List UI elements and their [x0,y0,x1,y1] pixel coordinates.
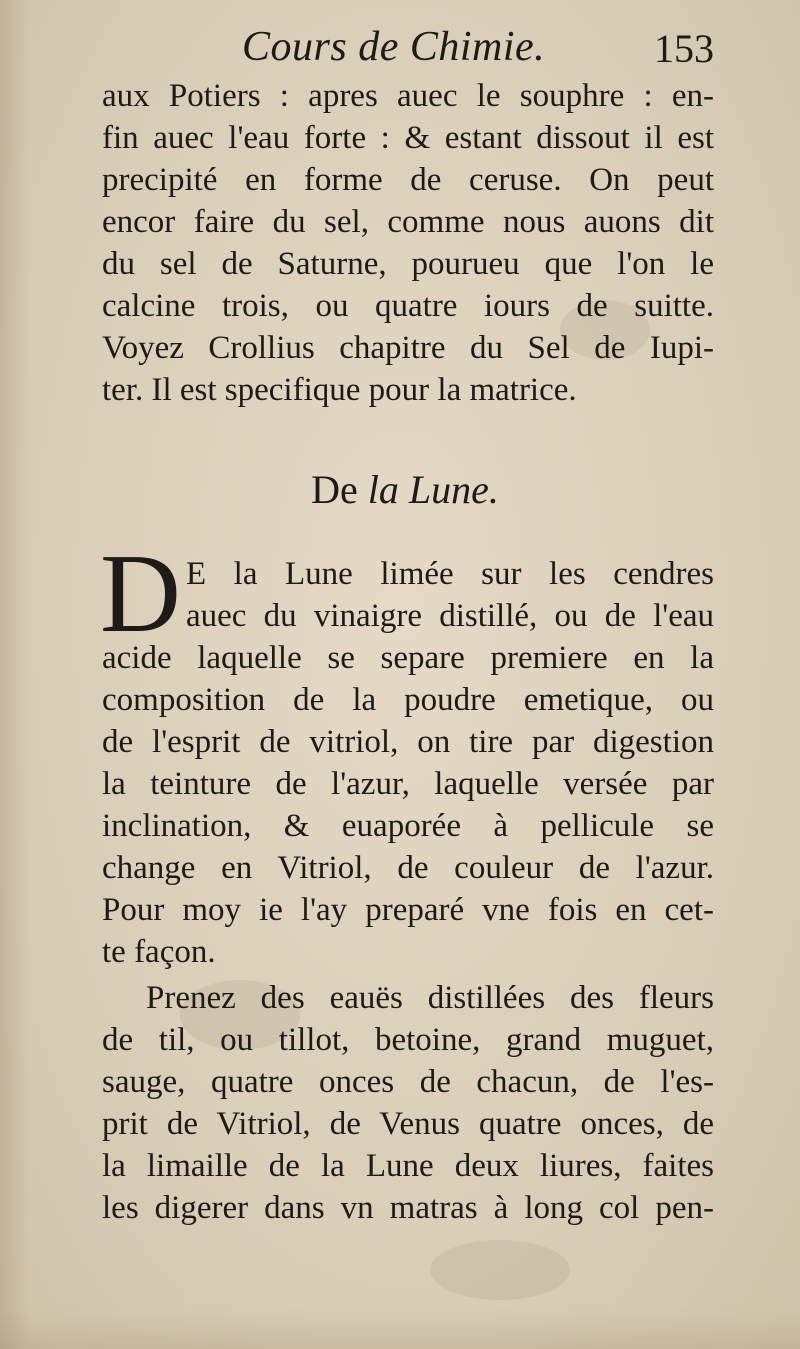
text-line: E la Lune limée sur les cendres [186,556,714,592]
page-number: 153 [654,26,714,71]
text-line: aux Potiers : apres auec le souphre : en- [102,78,714,114]
text-line: la teinture de l'azur, laquelle versée par [102,766,714,802]
section-heading [0,462,800,518]
text-line: de til, ou tillot, betoine, grand muguet, [102,1022,714,1058]
text-line: precipité en forme de ceruse. On peut [102,162,714,198]
text-line: Voyez Crollius chapitre du Sel de Iupi- [102,330,714,366]
text-line: te façon. [102,934,216,970]
page-shadow-left [0,0,30,1349]
page-shadow-bottom [0,1309,800,1349]
text-line: calcine trois, ou quatre iours de suitte. [102,288,714,324]
text-line: inclination, & euaporée à pellicule se [102,808,714,844]
text-line: Pour moy ie l'ay preparé vne fois en cet- [102,892,714,928]
text-line: sauge, quatre onces de chacun, de l'es- [102,1064,714,1100]
text-line: ter. Il est specifique pour la matrice. [102,372,577,408]
text-line: la limaille de la Lune deux liures, faites [102,1148,714,1184]
text-line: Prenez des eauës distillées des fleurs [146,980,714,1016]
text-line: les digerer dans vn matras à long col pen- [102,1190,714,1226]
text-line: auec du vinaigre distillé, ou de l'eau [186,598,714,634]
text-line: prit de Vitriol, de Venus quatre onces, de [102,1106,714,1142]
section-heading-prefix: De [311,467,358,512]
text-line: change en Vitriol, de couleur de l'azur. [102,850,714,886]
text-line: acide laquelle se separe premiere en la [102,640,714,676]
running-title: Cours de Chimie. [242,24,546,70]
drop-cap-initial: D [100,532,181,656]
text-line: fin auec l'eau forte : & estant dissout il est [102,120,714,156]
text-line: de l'esprit de vitriol, on tire par digestion [102,724,714,760]
text-line: composition de la poudre emetique, ou [102,682,714,718]
text-line: du sel de Saturne, pourueu que l'on le [102,246,714,282]
text-line: encor faire du sel, comme nous auons dit [102,204,714,240]
section-heading-rest: la Lune. [367,467,499,512]
running-head [0,18,800,76]
paper-stain [430,1240,570,1300]
